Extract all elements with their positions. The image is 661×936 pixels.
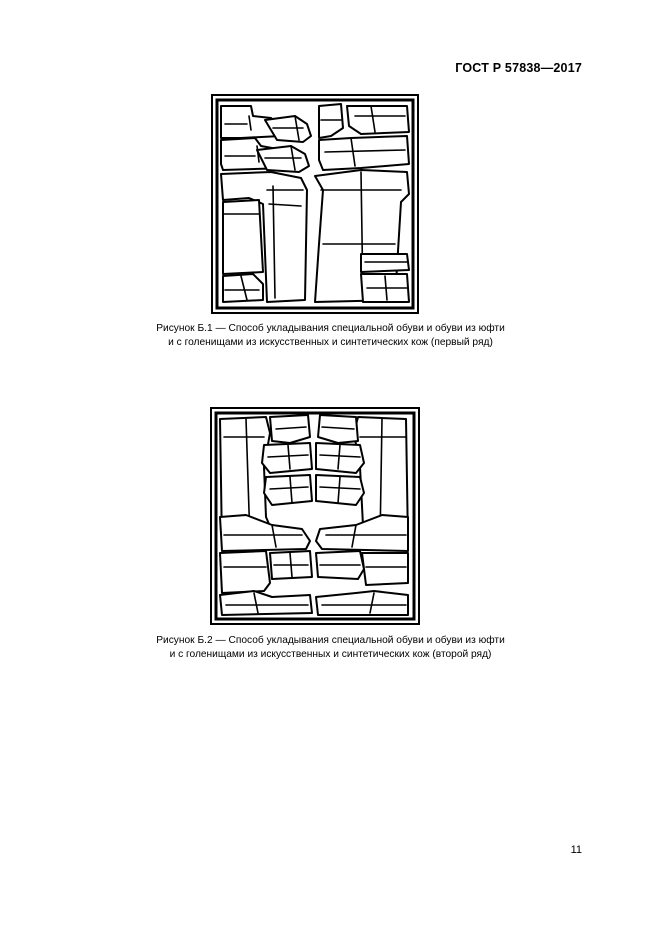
figure-b2-caption-line1: Рисунок Б.2 — Способ укладывания специальной обуви и обуви из юфти (156, 635, 505, 646)
shoe-left-top-1 (270, 415, 310, 443)
shoe-right-top-3 (316, 475, 364, 505)
shoe-left-top-2 (262, 443, 312, 473)
figure-b1-caption-line1: Рисунок Б.1 — Способ укладывания специальной обуви и обуви из юфти (156, 323, 505, 334)
figure-b2-drawing (210, 407, 420, 625)
shoe-right-bottom-2 (361, 274, 409, 302)
figure-b2-caption-line2: и с голенищами из искусственных и синтетических кож (второй ряд) (169, 649, 492, 660)
shoe-right-top-1 (347, 106, 409, 134)
standard-code-header: ГОСТ Р 57838—2017 (455, 61, 582, 75)
shoe-right-lower (316, 551, 364, 579)
page-number: 11 (570, 844, 582, 856)
shoe-right-top-2 (319, 136, 409, 170)
figure-b1-packing-first-row (211, 94, 419, 314)
figure-b2-packing-second-row (210, 407, 420, 625)
shoe-left-top-3 (264, 475, 312, 505)
figure-b1-drawing (211, 94, 419, 314)
figure-b1-caption-line2: и с голенищами из искусственных и синтетических кож (первый ряд) (168, 337, 493, 348)
shoe-left-lower (270, 551, 312, 579)
shoe-right-top-2 (316, 443, 364, 473)
boot-left-lower (220, 551, 270, 593)
boot-left-lower-shaft (223, 200, 263, 274)
shoe-right-lower-2 (362, 553, 408, 585)
shoe-left-bottom (223, 274, 263, 302)
figure-b1-caption (0, 322, 661, 350)
shoe-right-bottom-1 (361, 254, 409, 272)
figure-b2-caption (0, 634, 661, 662)
shoe-right-top-1 (318, 415, 358, 443)
